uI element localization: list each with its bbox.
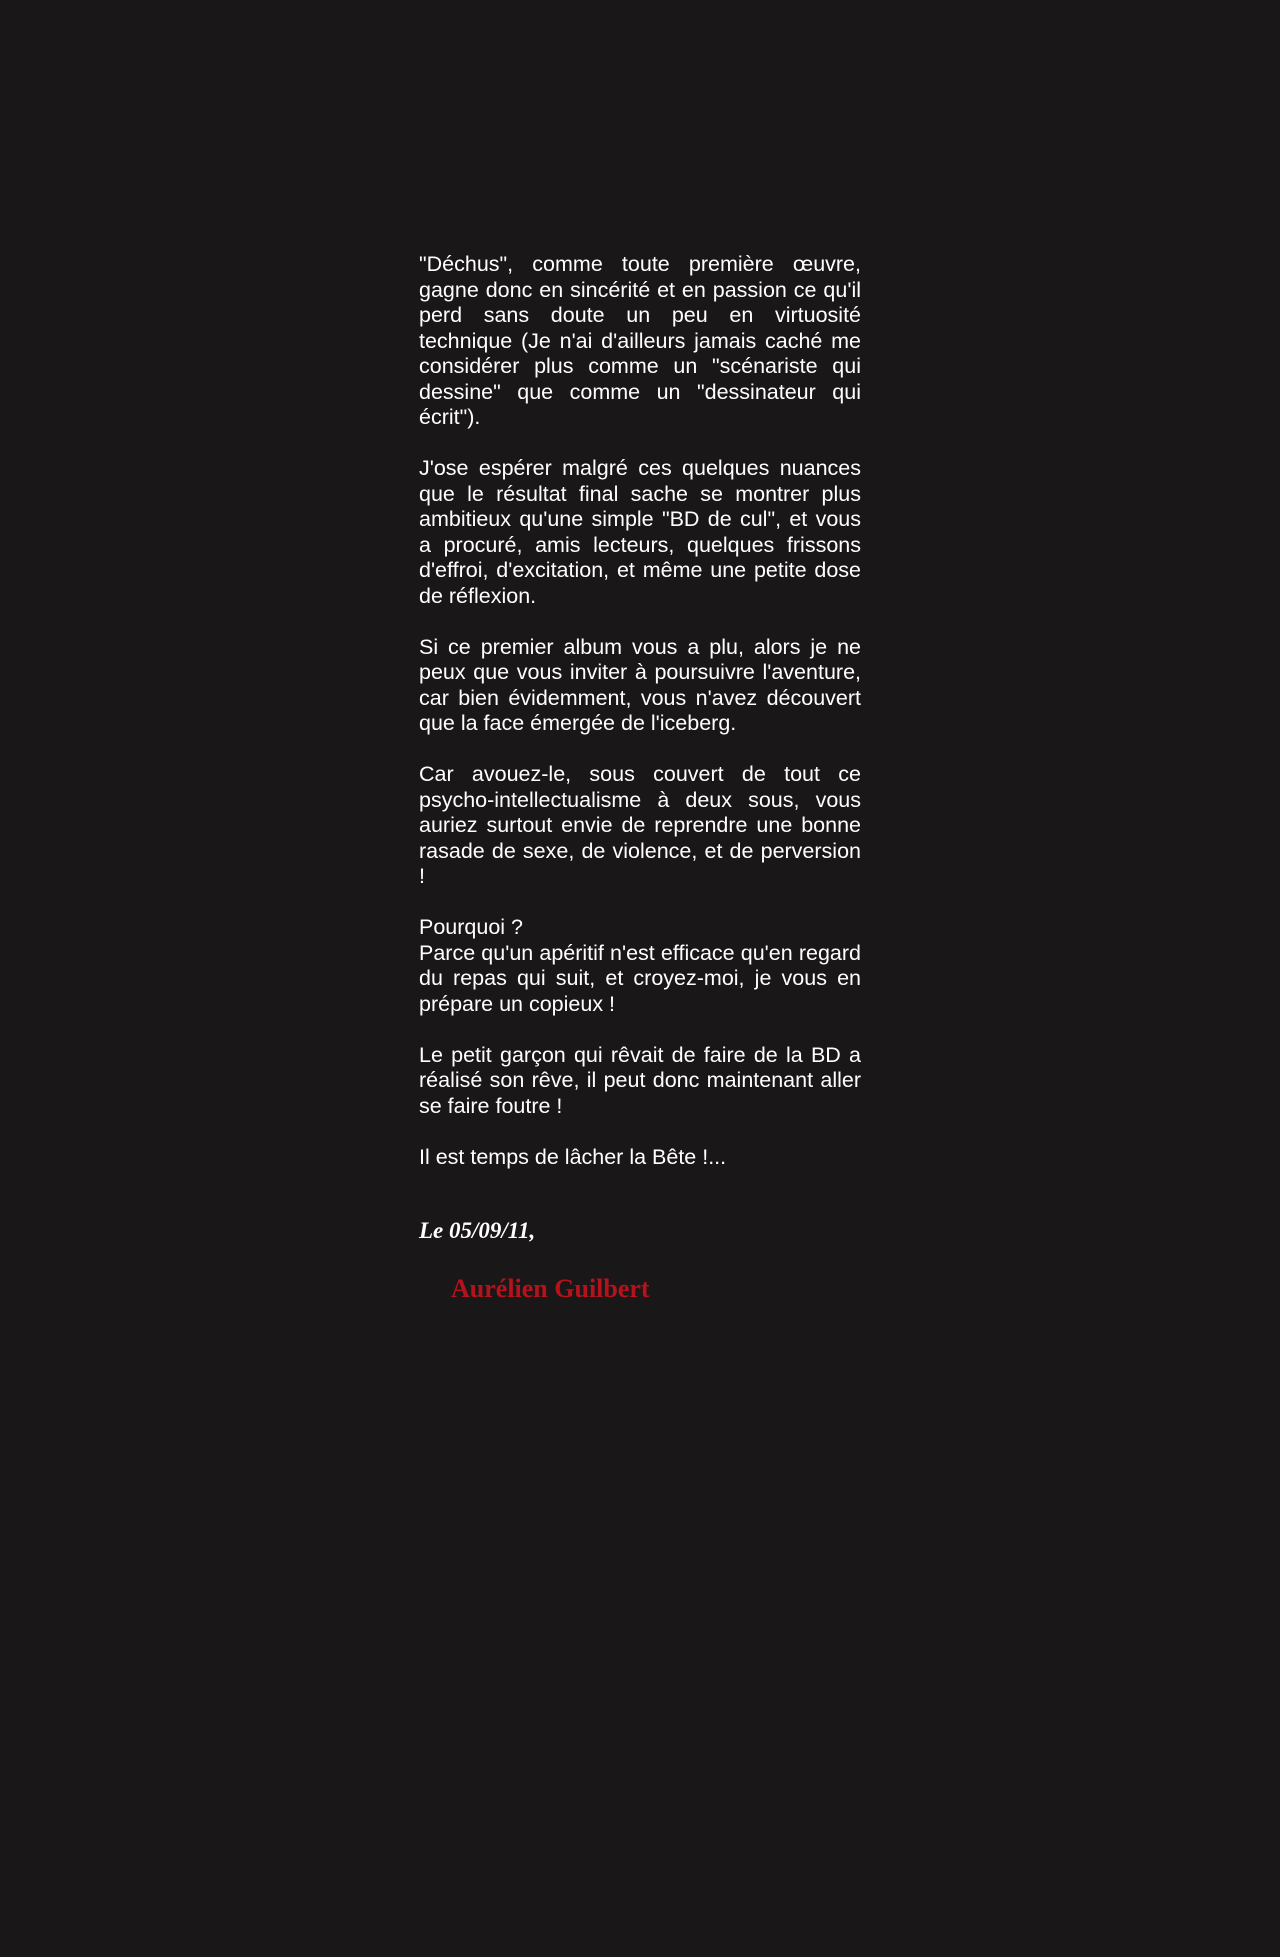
body-text [419,252,861,1196]
paragraph-3: Si ce premier album vous a plu, alors je ne peux que vous inviter à poursuivre l'aventure, car bien évidemment, vous n'avez découvert que la face émergée de l'iceberg. [419,634,861,735]
paragraph-4: Car avouez-le, sous couvert de tout ce psycho-intellectualisme à deux sous, vous auriez surtout envie de reprendre une bonne rasade de sexe, de violence, et de perversion ! [419,762,861,888]
paragraph-1: "Déchus", comme toute première œuvre, gagne donc en sincérité et en passion ce qu'il perd sans doute un peu en virtuosité technique (Je n'ai d'ailleurs jamais caché me considérer plus comme un "scénariste qui dessine" que comme un "dessinateur qui écrit"). [419,252,861,429]
paragraph-5-answer: Parce qu'un apéritif n'est efficace qu'en regard du repas qui suit, et croyez-moi, je vous en prépare un copieux ! [419,940,861,1016]
paragraph-5-question: Pourquoi ? [419,915,523,939]
paragraph-7: Il est temps de lâcher la Bête !... [419,1144,727,1169]
date-line: Le 05/09/11, [419,1218,536,1243]
paragraph-2: J'ose espérer malgré ces quelques nuances que le résultat final sache se montrer plus ambitieux qu'une simple "BD de cul", et vous a procuré, amis lecteurs, quelques frissons d'effroi, d'excitation, et même une petite dose de réflexion. [419,456,861,608]
paragraph-6: Le petit garçon qui rêvait de faire de la BD a réalisé son rêve, il peut donc maintenant aller se faire foutre ! [419,1042,861,1118]
author-signature: Aurélien Guilbert [451,1274,650,1303]
